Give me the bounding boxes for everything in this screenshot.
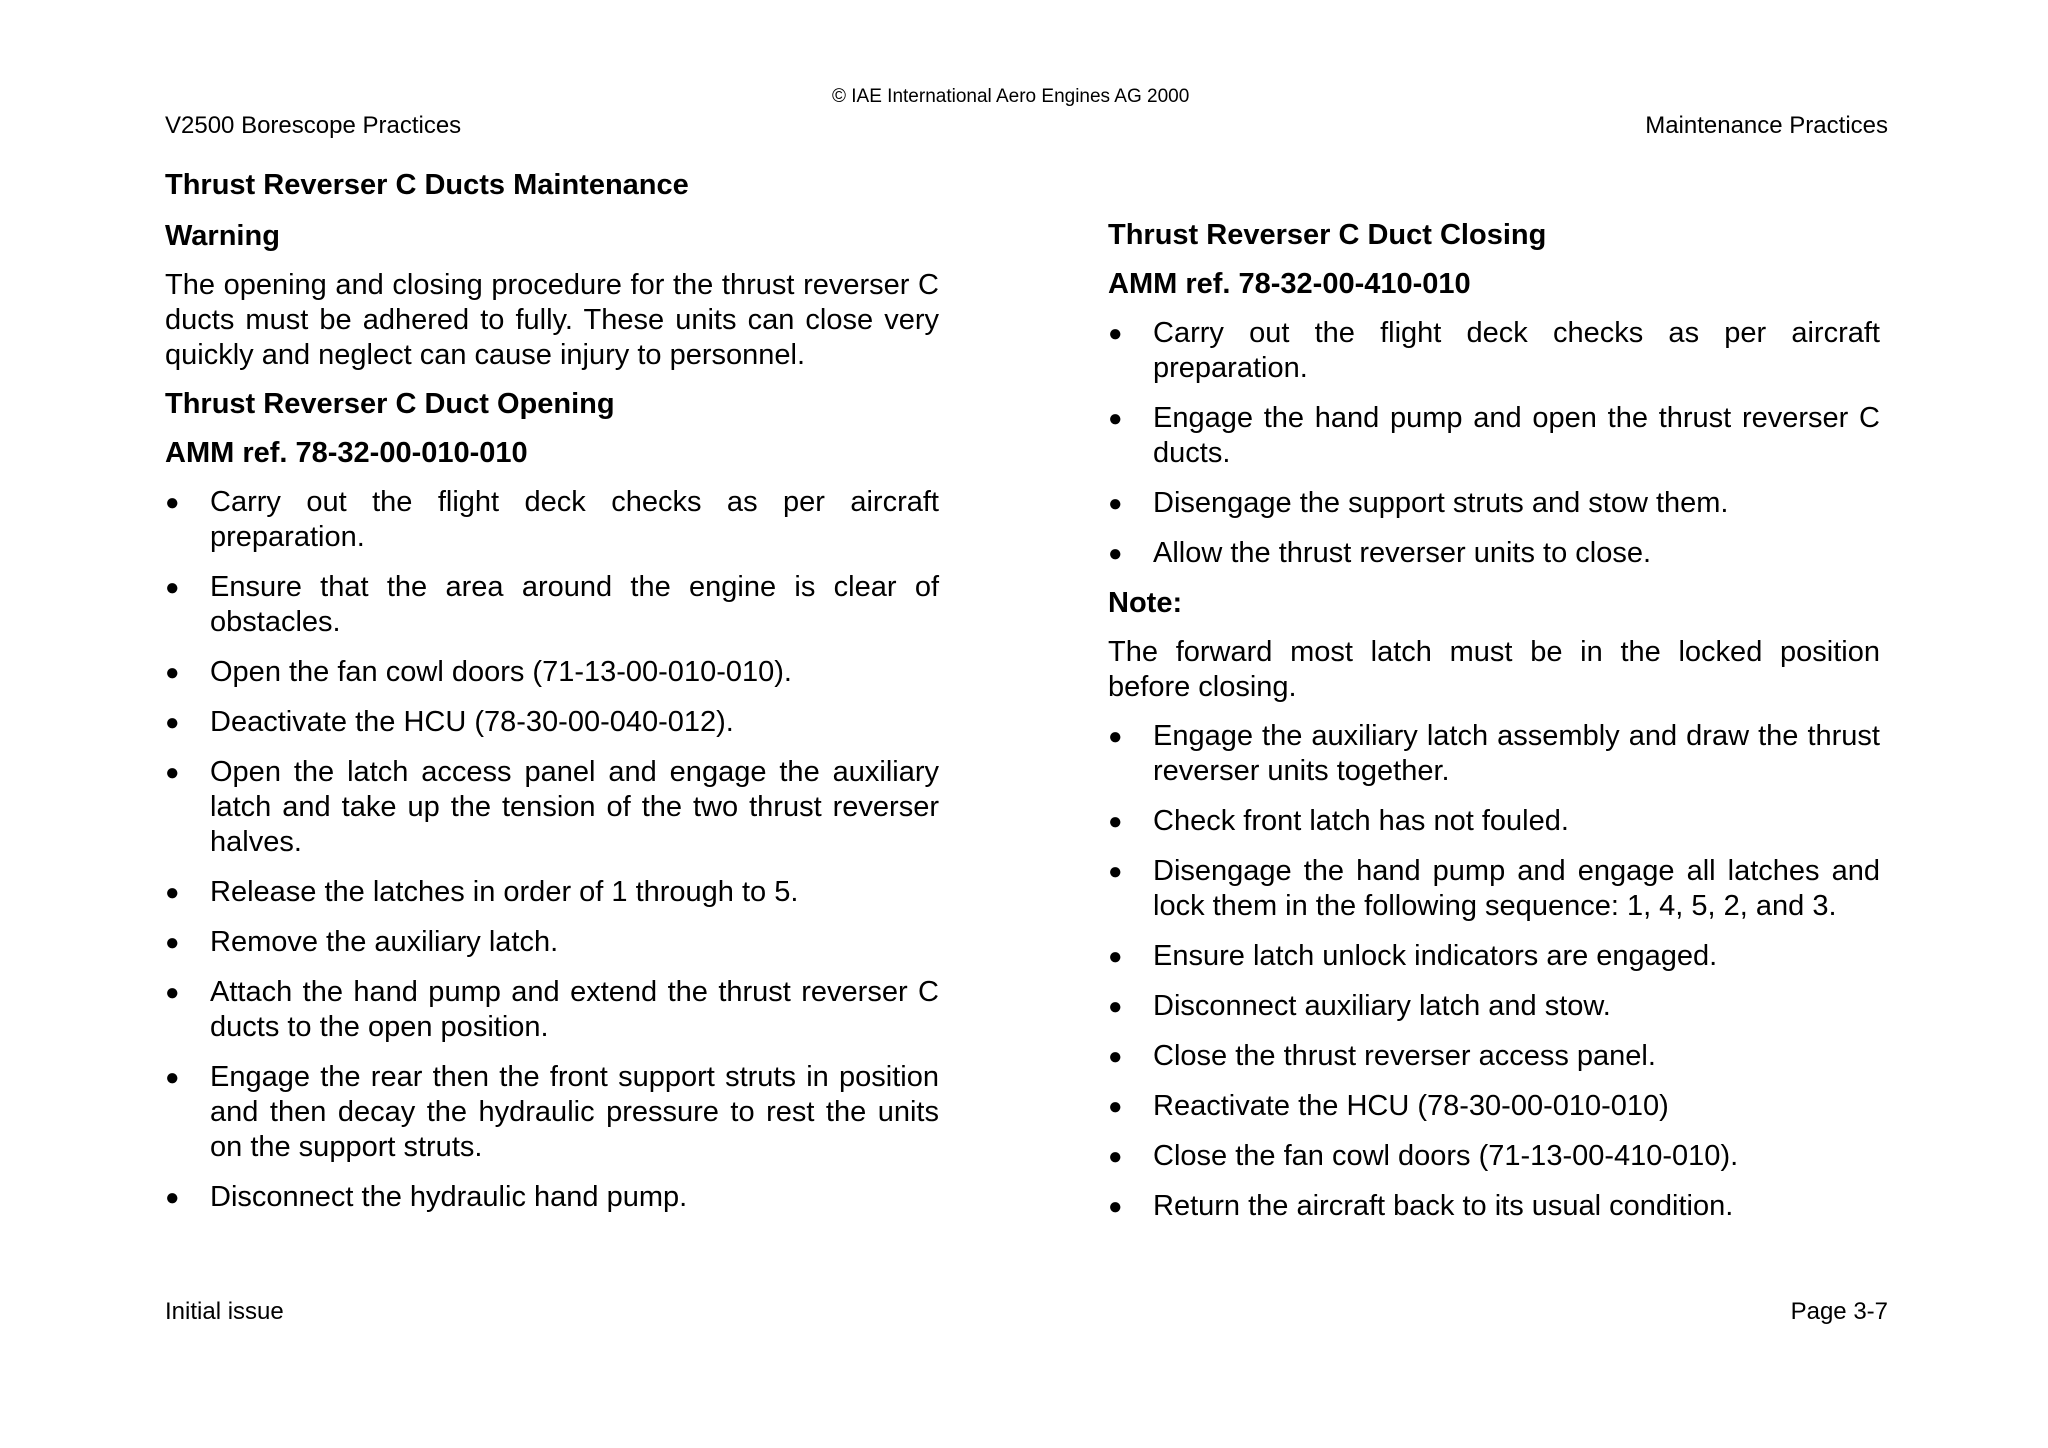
step-text: Ensure that the area around the engine is clear of obstacles. xyxy=(210,571,939,638)
list-item xyxy=(1108,1139,1880,1174)
warning-heading: Warning xyxy=(165,220,280,252)
step-text: Return the aircraft back to its usual condition. xyxy=(1153,1190,1734,1222)
list-item xyxy=(1108,719,1880,789)
opening-amm-ref: AMM ref. 78-32-00-010-010 xyxy=(165,437,528,469)
list-item xyxy=(1108,804,1880,839)
opening-steps-list xyxy=(165,485,939,1215)
right-column xyxy=(1108,218,1880,1239)
bullet-icon: ● xyxy=(165,979,180,1006)
closing-amm-ref: AMM ref. 78-32-00-410-010 xyxy=(1108,268,1471,300)
closing-steps-list-a xyxy=(1108,316,1880,571)
bullet-icon: ● xyxy=(1108,1043,1123,1070)
step-text: Ensure latch unlock indicators are engaged. xyxy=(1153,940,1718,972)
bullet-icon: ● xyxy=(1108,808,1123,835)
bullet-icon: ● xyxy=(1108,1193,1123,1220)
closing-steps-list-b xyxy=(1108,719,1880,1224)
step-text: Carry out the flight deck checks as per aircraft preparation. xyxy=(210,486,939,553)
bullet-icon: ● xyxy=(165,489,180,516)
step-text: Attach the hand pump and extend the thrust reverser C ducts to the open position. xyxy=(210,976,939,1043)
step-text: Release the latches in order of 1 through to 5. xyxy=(210,876,799,908)
closing-heading: Thrust Reverser C Duct Closing xyxy=(1108,219,1547,251)
bullet-icon: ● xyxy=(1108,993,1123,1020)
bullet-icon: ● xyxy=(1108,858,1123,885)
header-document-title: V2500 Borescope Practices xyxy=(165,112,462,139)
step-text: Remove the auxiliary latch. xyxy=(210,926,559,958)
bullet-icon: ● xyxy=(165,574,180,601)
step-text: Disengage the support struts and stow them. xyxy=(1153,487,1729,519)
list-item xyxy=(1108,1039,1880,1074)
list-item xyxy=(1108,536,1880,571)
bullet-icon: ● xyxy=(1108,540,1123,567)
header-section-name: Maintenance Practices xyxy=(1645,112,1888,139)
list-item xyxy=(165,1060,939,1165)
step-text: Disengage the hand pump and engage all latches and lock them in the following sequence: 1, 4, 5, 2, and 3. xyxy=(1153,855,1880,922)
list-item xyxy=(165,485,939,555)
bullet-icon: ● xyxy=(165,929,180,956)
list-item xyxy=(165,975,939,1045)
bullet-icon: ● xyxy=(1108,1093,1123,1120)
list-item xyxy=(1108,1189,1880,1224)
bullet-icon: ● xyxy=(1108,943,1123,970)
step-text: Disconnect the hydraulic hand pump. xyxy=(210,1181,688,1213)
list-item xyxy=(165,570,939,640)
step-text: Close the fan cowl doors (71-13-00-410-010). xyxy=(1153,1140,1739,1172)
list-item xyxy=(165,925,939,960)
footer-issue: Initial issue xyxy=(165,1298,284,1325)
list-item xyxy=(1108,401,1880,471)
list-item xyxy=(165,875,939,910)
header-copyright: © IAE International Aero Engines AG 2000 xyxy=(832,86,1190,107)
step-text: Allow the thrust reverser units to close. xyxy=(1153,537,1652,569)
list-item xyxy=(165,705,939,740)
bullet-icon: ● xyxy=(1108,723,1123,750)
note-heading: Note: xyxy=(1108,587,1183,619)
list-item xyxy=(165,655,939,690)
bullet-icon: ● xyxy=(1108,320,1123,347)
left-column xyxy=(165,168,939,1230)
bullet-icon: ● xyxy=(165,1064,180,1091)
list-item xyxy=(165,1180,939,1215)
list-item xyxy=(1108,1089,1880,1124)
step-text: Open the latch access panel and engage the auxiliary latch and take up the tension of the two thrust reverser halves. xyxy=(210,756,939,858)
step-text: Engage the auxiliary latch assembly and draw the thrust reverser units together. xyxy=(1153,720,1880,787)
note-text: The forward most latch must be in the locked position before closing. xyxy=(1108,636,1880,703)
bullet-icon: ● xyxy=(165,709,180,736)
bullet-icon: ● xyxy=(165,659,180,686)
list-item xyxy=(1108,854,1880,924)
bullet-icon: ● xyxy=(1108,490,1123,517)
step-text: Engage the rear then the front support struts in position and then decay the hydraulic pressure to rest the units on the support struts. xyxy=(210,1061,939,1163)
step-text: Engage the hand pump and open the thrust reverser C ducts. xyxy=(1153,402,1880,469)
bullet-icon: ● xyxy=(165,759,180,786)
step-text: Deactivate the HCU (78-30-00-040-012). xyxy=(210,706,734,738)
footer-page-number: Page 3-7 xyxy=(1790,1298,1888,1325)
list-item xyxy=(1108,486,1880,521)
step-text: Check front latch has not fouled. xyxy=(1153,805,1569,837)
list-item xyxy=(1108,939,1880,974)
step-text: Reactivate the HCU (78-30-00-010-010) xyxy=(1153,1090,1669,1122)
step-text: Carry out the flight deck checks as per aircraft preparation. xyxy=(1153,317,1880,384)
list-item xyxy=(1108,989,1880,1024)
step-text: Open the fan cowl doors (71-13-00-010-010). xyxy=(210,656,792,688)
warning-text: The opening and closing procedure for the thrust reverser C ducts must be adhered to fully. These units can close very quickly and neglect can cause injury to personnel. xyxy=(165,269,939,371)
bullet-icon: ● xyxy=(165,1184,180,1211)
bullet-icon: ● xyxy=(1108,405,1123,432)
bullet-icon: ● xyxy=(165,879,180,906)
step-text: Disconnect auxiliary latch and stow. xyxy=(1153,990,1611,1022)
list-item xyxy=(1108,316,1880,386)
list-item xyxy=(165,755,939,860)
step-text: Close the thrust reverser access panel. xyxy=(1153,1040,1656,1072)
opening-heading: Thrust Reverser C Duct Opening xyxy=(165,388,615,420)
bullet-icon: ● xyxy=(1108,1143,1123,1170)
page-title: Thrust Reverser C Ducts Maintenance xyxy=(165,169,689,201)
